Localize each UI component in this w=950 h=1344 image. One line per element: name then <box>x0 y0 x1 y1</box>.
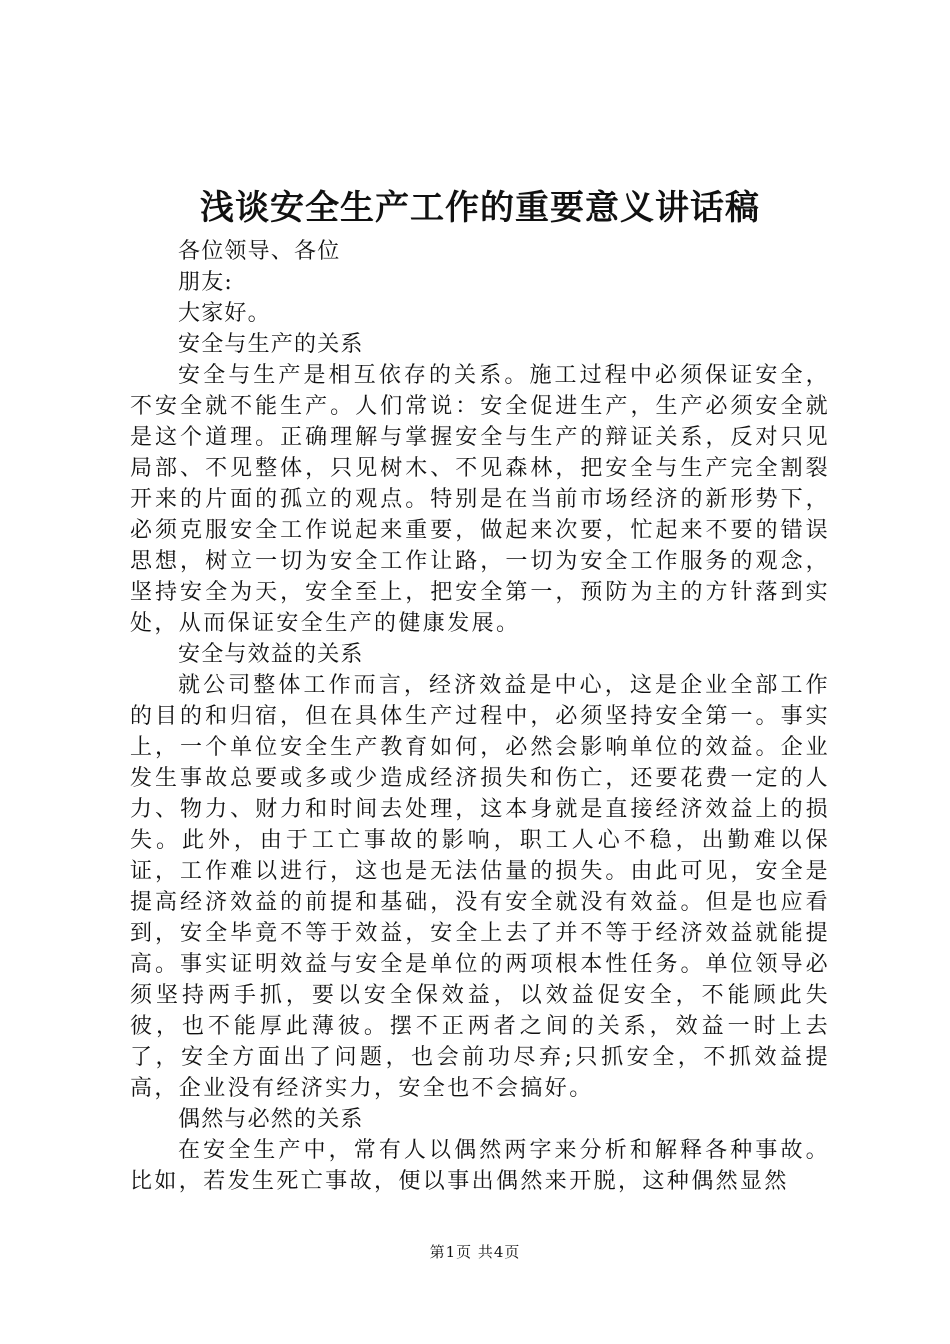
page-footer: 第1页 共4页 <box>429 1243 521 1261</box>
section-paragraph: 就公司整体工作而言，经济效益是中心，这是企业全部工作的目的和归宿，但在具体生产过程中，必须坚持安全第一。事实上，一个单位安全生产教育如何，必然会影响单位的效益。企业发生事故总要或多或少造成经济损失和伤亡，还要花费一定的人力、物力、财力和时间去处理，这本身就是直接经济效益上的损失。此外，由于工亡事故的影响，职工人心不稳，出勤难以保证，工作难以进行，这也是无法估量的损失。由此可见，安全是提高经济效益的前提和基础，没有安全就没有效益。但是也应看到，安全毕竟不等于效益，安全上去了并不等于经济效益就能提高。事实证明效益与安全是单位的两项根本性任务。单位领导必须坚持两手抓，要以安全保效益，以效益促安全，不能顾此失彼，也不能厚此薄彼。摆不正两者之间的关系，效益一时上去了，安全方面出了问题，也会前功尽弃;只抓安全，不抓效益提高，企业没有经济实力，安全也不会搞好。 <box>130 673 830 1101</box>
section-heading: 偶然与必然的关系 <box>178 1107 364 1132</box>
document-body <box>130 236 830 1197</box>
section-heading: 安全与生产的关系 <box>178 332 364 357</box>
section-heading: 安全与效益的关系 <box>178 642 364 667</box>
section-paragraph: 在安全生产中，常有人以偶然两字来分析和解释各种事故。比如，若发生死亡事故，便以事出偶然来开脱，这种偶然显然 <box>130 1138 830 1194</box>
document-title: 浅谈安全生产工作的重要意义讲话稿 <box>200 188 760 228</box>
greeting-line: 各位领导、各位 <box>178 239 341 264</box>
section-paragraph: 安全与生产是相互依存的关系。施工过程中必须保证安全，不安全就不能生产。人们常说：安全促进生产，生产必须安全就是这个道理。正确理解与掌握安全与生产的辩证关系，反对只见局部、不见整体，只见树木、不见森林，把安全与生产完全割裂开来的片面的孤立的观点。特别是在当前市场经济的新形势下，必须克服安全工作说起来重要，做起来次要，忙起来不要的错误思想，树立一切为安全工作让路，一切为安全工作服务的观念，坚持安全为天，安全至上，把安全第一，预防为主的方针落到实处，从而保证安全生产的健康发展。 <box>130 363 830 636</box>
greeting-line: 大家好。 <box>178 301 271 326</box>
greeting-line: 朋友: <box>178 270 234 295</box>
